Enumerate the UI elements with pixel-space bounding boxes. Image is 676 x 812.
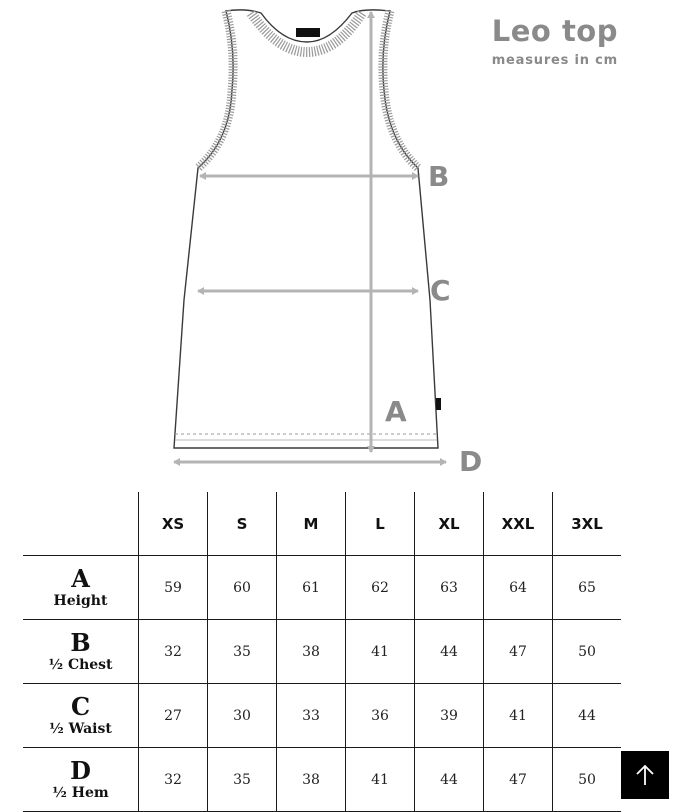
- row-letter: C: [70, 691, 91, 721]
- row-label-height: [23, 556, 139, 620]
- table-cell: 39: [415, 684, 484, 748]
- row-letter: A: [71, 563, 90, 593]
- row-name: Height: [53, 592, 108, 609]
- size-chart-table: [23, 492, 621, 812]
- table-cell: 36: [346, 684, 415, 748]
- table-row: [23, 684, 621, 748]
- table-cell: 44: [415, 620, 484, 684]
- garment-outline: [174, 10, 438, 448]
- row-label-hem: [23, 748, 139, 812]
- table-cell: 47: [484, 748, 553, 812]
- arrow-up-icon: [635, 764, 655, 786]
- measure-label-a: A: [385, 395, 407, 428]
- table-row: [23, 556, 621, 620]
- size-header-m: M: [277, 492, 346, 556]
- measure-label-b: B: [428, 160, 450, 193]
- product-title: Leo top: [491, 14, 618, 48]
- row-label-chest: [23, 620, 139, 684]
- table-cell: 35: [208, 620, 277, 684]
- size-header-s: S: [208, 492, 277, 556]
- table-cell: 33: [277, 684, 346, 748]
- table-cell: 62: [346, 556, 415, 620]
- header-corner-cell: [23, 492, 139, 556]
- row-name: ½ Waist: [49, 720, 112, 737]
- measure-label-c: C: [430, 274, 451, 307]
- table-cell: 60: [208, 556, 277, 620]
- table-cell: 32: [139, 620, 208, 684]
- table-cell: 41: [484, 684, 553, 748]
- table-cell: 63: [415, 556, 484, 620]
- table-cell: 38: [277, 620, 346, 684]
- size-header-xl: XL: [415, 492, 484, 556]
- row-letter: D: [70, 755, 91, 785]
- size-header-xxl: XXL: [484, 492, 553, 556]
- table-cell: 32: [139, 748, 208, 812]
- row-label-waist: [23, 684, 139, 748]
- table-cell: 41: [346, 620, 415, 684]
- table-row: [23, 620, 621, 684]
- table-cell: 47: [484, 620, 553, 684]
- row-letter: B: [70, 627, 91, 657]
- size-header-row: [23, 492, 621, 556]
- row-name: ½ Chest: [48, 656, 113, 673]
- table-cell: 27: [139, 684, 208, 748]
- table-cell: 44: [415, 748, 484, 812]
- table-cell: 50: [553, 748, 622, 812]
- scroll-to-top-button[interactable]: [621, 751, 669, 799]
- side-tag: [436, 398, 441, 410]
- measure-label-d: D: [459, 445, 483, 478]
- size-header-l: L: [346, 492, 415, 556]
- units-subtitle: measures in cm: [491, 53, 618, 68]
- table-cell: 44: [553, 684, 622, 748]
- table-cell: 64: [484, 556, 553, 620]
- table-cell: 65: [553, 556, 622, 620]
- neck-label: [296, 28, 320, 37]
- table-cell: 30: [208, 684, 277, 748]
- size-header-3xl: 3XL: [553, 492, 622, 556]
- table-cell: 61: [277, 556, 346, 620]
- size-header-xs: XS: [139, 492, 208, 556]
- table-cell: 59: [139, 556, 208, 620]
- table-cell: 50: [553, 620, 622, 684]
- table-cell: 41: [346, 748, 415, 812]
- row-name: ½ Hem: [52, 784, 109, 801]
- title-block: [492, 14, 618, 68]
- table-cell: 38: [277, 748, 346, 812]
- table-row: [23, 748, 621, 812]
- table-cell: 35: [208, 748, 277, 812]
